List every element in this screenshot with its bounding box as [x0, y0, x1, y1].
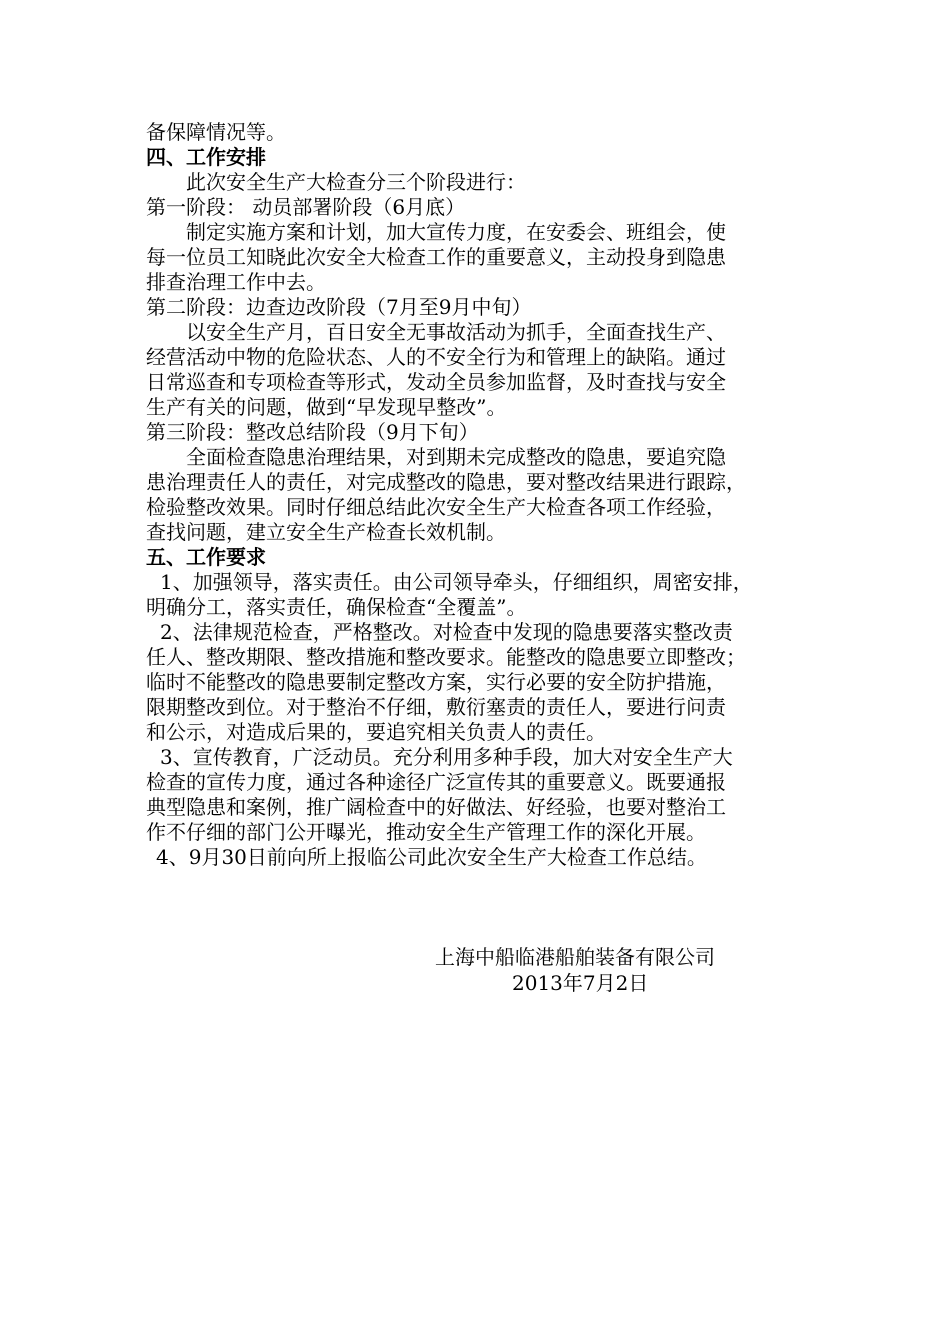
paragraph-line: 全面检查隐患治理结果，对到期未完成整改的隐患，要追究隐 — [186, 445, 726, 469]
continuation-line: 备保障情况等。 — [146, 120, 286, 144]
paragraph-line: 典型隐患和案例，推广阔检查中的好做法、好经验，也要对整治工 — [146, 795, 726, 819]
paragraph-line: 日常巡查和专项检查等形式，发动全员参加监督，及时查找与安全 — [146, 370, 726, 394]
paragraph-line: 排查治理工作中去。 — [146, 270, 326, 294]
paragraph-line: 作不仔细的部门公开曝光，推动安全生产管理工作的深化开展。 — [146, 820, 706, 844]
paragraph-line: 每一位员工知晓此次安全大检查工作的重要意义，主动投身到隐患 — [146, 245, 726, 269]
requirement-item-2: 2、法律规范检查，严格整改。对检查中发现的隐患要落实整改责 — [160, 620, 733, 644]
paragraph-line: 以安全生产月，百日安全无事故活动为抓手，全面查找生产、 — [186, 320, 726, 344]
section-heading-work-arrangement: 四、工作安排 — [146, 145, 266, 169]
signature-date: 2013年7月2日 — [512, 971, 649, 995]
requirement-item-3: 3、宣传教育，广泛动员。充分利用多种手段，加大对安全生产大 — [160, 745, 733, 769]
phase2-title: 第二阶段：边查边改阶段（7月至9月中旬） — [146, 295, 532, 319]
requirement-item-4: 4、9月30日前向所上报临公司此次安全生产大检查工作总结。 — [156, 845, 707, 869]
section4-intro: 此次安全生产大检查分三个阶段进行： — [186, 170, 526, 194]
paragraph-line: 制定实施方案和计划，加大宣传力度，在安委会、班组会，使 — [186, 220, 726, 244]
paragraph-line: 检查的宣传力度，通过各种途径广泛宣传其的重要意义。既要通报 — [146, 770, 726, 794]
paragraph-line: 患治理责任人的责任，对完成整改的隐患，要对整改结果进行跟踪， — [146, 470, 746, 494]
requirement-item-1: 1、加强领导，落实责任。由公司领导牵头，仔细组织，周密安排， — [160, 570, 753, 594]
signature-block — [0, 944, 950, 996]
section-heading-work-requirements: 五、工作要求 — [146, 545, 266, 569]
paragraph-line: 限期整改到位。对于整治不仔细，敷衍塞责的责任人，要进行问责 — [146, 695, 726, 719]
paragraph-line: 任人、整改期限、整改措施和整改要求。能整改的隐患要立即整改； — [146, 645, 746, 669]
paragraph-line: 临时不能整改的隐患要制定整改方案，实行必要的安全防护措施， — [146, 670, 726, 694]
paragraph-line: 生产有关的问题，做到“早发现早整改”。 — [146, 395, 507, 419]
company-name: 上海中船临港船舶装备有限公司 — [435, 945, 715, 969]
paragraph-line: 和公示，对造成后果的，要追究相关负责人的责任。 — [146, 720, 606, 744]
phase3-title: 第三阶段：整改总结阶段（9月下旬） — [146, 420, 479, 444]
paragraph-line: 明确分工，落实责任，确保检查“全覆盖”。 — [146, 595, 527, 619]
document-body — [146, 120, 826, 870]
phase1-title: 第一阶段： 动员部署阶段（6月底） — [146, 195, 466, 219]
paragraph-line: 经营活动中物的危险状态、人的不安全行为和管理上的缺陷。通过 — [146, 345, 726, 369]
paragraph-line: 查找问题，建立安全生产检查长效机制。 — [146, 520, 506, 544]
paragraph-line: 检验整改效果。同时仔细总结此次安全生产大检查各项工作经验， — [146, 495, 726, 519]
